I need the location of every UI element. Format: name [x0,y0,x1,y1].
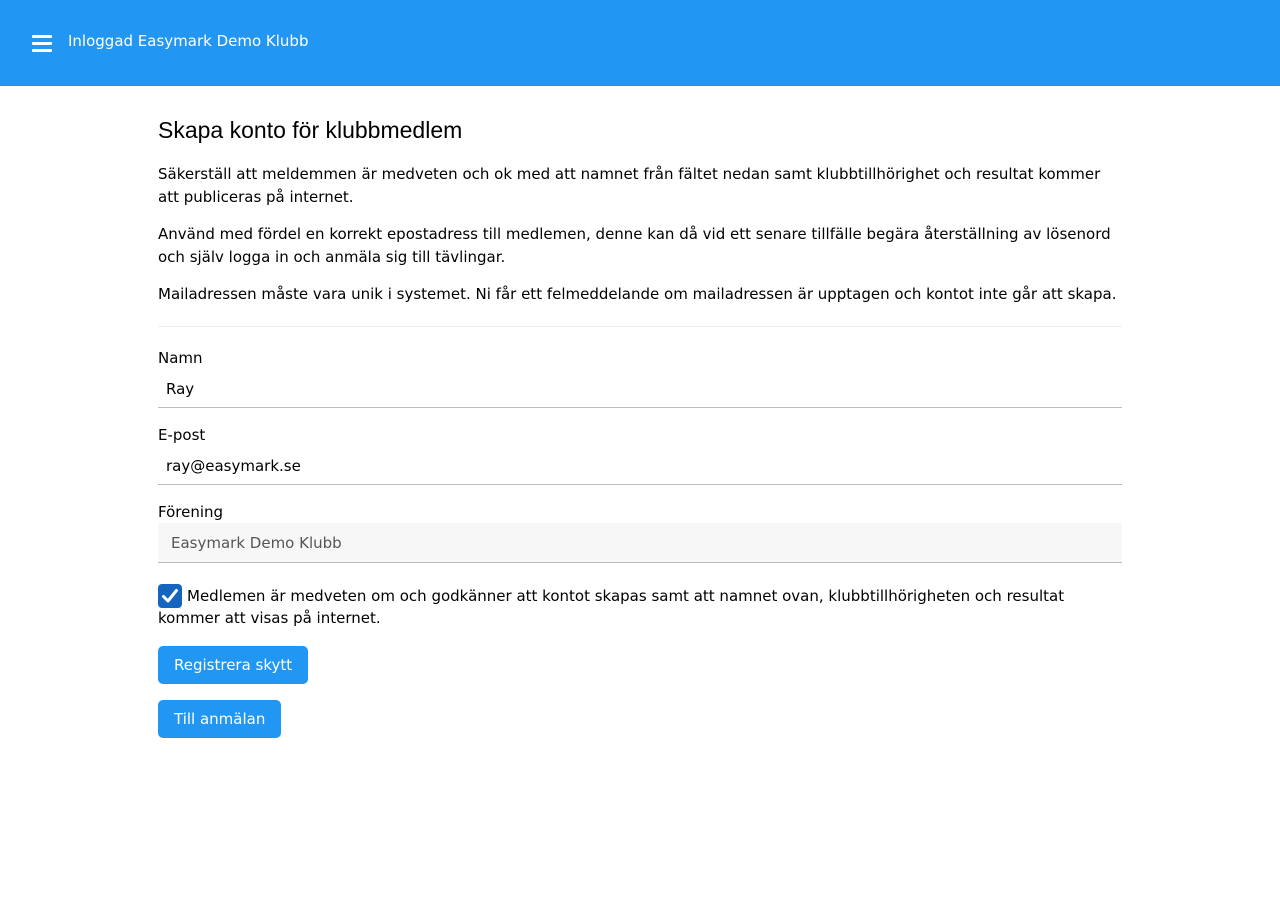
club-label: Förening [158,503,224,521]
to-registration-button[interactable]: Till anmälan [158,700,281,738]
info-paragraph-unique: Mailadressen måste vara unik i systemet. Ni får ett felmeddelande om mailadressen är upptagen och kontot inte går att skapa. [158,285,1117,303]
hamburger-menu-icon[interactable] [32,35,52,52]
info-paragraph-publish: Säkerställ att meldemmen är medveten och ok med att namnet från fältet nedan samt klubbtillhörighet och resultat kommer att publiceras på internet. [158,165,1101,206]
info-paragraph-email: Använd med fördel en korrekt epostadress till medlemen, denne kan då vid ett senare tillfälle begära återställning av lösenord och själv logga in och anmäla sig till tävlingar. [158,225,1111,266]
email-label: E-post [158,426,206,444]
email-input[interactable] [158,448,1122,485]
consent-text: Medlemen är medveten om och godkänner att kontot skapas samt att namnet ovan, klubbtillhörigheten och resultat kommer att visas på internet. [158,587,1065,627]
checkmark-icon [160,586,180,606]
app-bar-title: Inloggad Easymark Demo Klubb [68,32,309,50]
club-field [158,523,1122,563]
divider [158,326,1122,327]
name-label: Namn [158,349,203,367]
register-shooter-button[interactable]: Registrera skytt [158,646,308,684]
top-app-bar [0,0,1280,86]
name-input[interactable] [158,371,1122,408]
page-title: Skapa konto för klubbmedlem [158,117,463,143]
consent-checkbox[interactable] [158,584,182,608]
